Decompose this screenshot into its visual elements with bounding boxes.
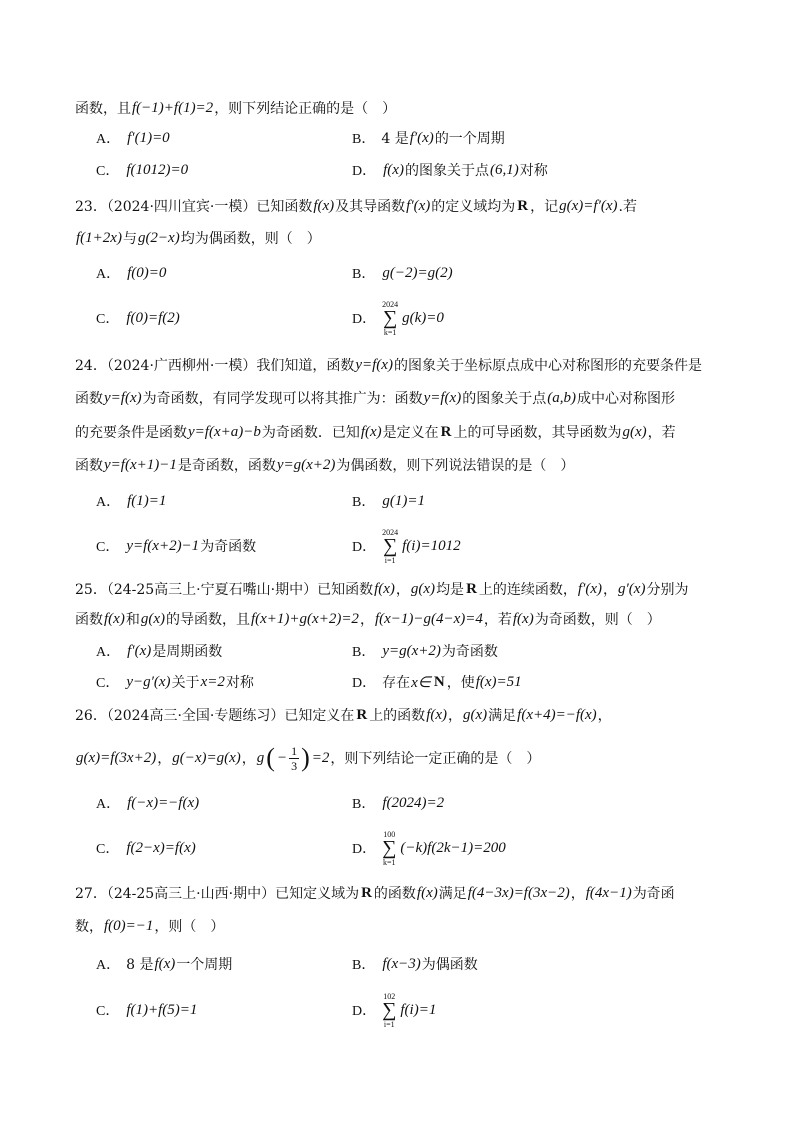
math-expression: y=f(x): [423, 389, 462, 406]
text-run: 为奇函数．已知: [261, 425, 360, 441]
text-run: ，: [241, 751, 256, 767]
option-d: [352, 527, 462, 565]
text-run: ，则下列结论正确的是（ ）: [214, 101, 397, 117]
text-run: 一个周期: [176, 957, 233, 973]
option-label: D．: [352, 164, 377, 179]
summation-lower-limit: i=1: [384, 555, 396, 565]
math-expression: f(x): [154, 955, 176, 972]
option-c: [96, 994, 198, 1026]
text-run: ，: [359, 612, 374, 628]
text-run: ，: [157, 751, 172, 767]
option-c: [96, 530, 256, 562]
math-expression: f(x)=51: [475, 673, 522, 690]
option-a: [96, 485, 167, 517]
text-run: 对称: [519, 163, 548, 179]
math-expression: −: [276, 749, 288, 766]
math-expression: f(x): [416, 884, 438, 901]
math-expression: f(1+2x): [76, 229, 122, 246]
text-run: 函数，且: [75, 101, 131, 117]
option-label: D．: [352, 312, 377, 327]
text-run: 的定义域均为: [431, 199, 516, 215]
question-stem-line: [75, 92, 396, 124]
math-expression: f(0)=f(2): [126, 309, 180, 326]
question-stem-line: [75, 382, 675, 414]
summation-lower-limit: k=1: [383, 857, 396, 867]
text-run: 满足: [438, 886, 467, 902]
number-set-symbol: R: [440, 423, 452, 440]
option-label: B．: [352, 645, 376, 660]
math-expression: x∈: [411, 674, 431, 691]
text-run: 与: [122, 231, 137, 247]
math-expression: f(x+4)=−f(x): [517, 706, 597, 723]
option-c: [96, 666, 254, 698]
text-run: 分别为: [646, 582, 689, 598]
option-label: D．: [352, 1004, 377, 1019]
text-run: ，若: [483, 612, 512, 628]
text-run: 为奇函数: [200, 539, 257, 555]
math-expression: f(x−1)−g(4−x)=4: [374, 610, 483, 627]
math-expression: g(2−x): [137, 229, 180, 246]
text-run: ，若: [647, 425, 676, 441]
summation: [382, 528, 398, 565]
question-stem-line: [75, 190, 637, 222]
option-label: B．: [352, 797, 376, 812]
math-expression: y=f(x+a)−b: [188, 423, 261, 440]
math-expression: f(0)=0: [127, 264, 167, 281]
fraction-numerator: 1: [291, 743, 298, 758]
option-label: A．: [96, 495, 121, 510]
math-expression: f(i)=1: [400, 1001, 437, 1018]
text-run: 均是: [436, 582, 465, 598]
math-expression: f(x): [313, 197, 335, 214]
option-b: [352, 122, 505, 154]
summation: [382, 830, 396, 867]
text-run: .若: [618, 199, 637, 215]
question-stem-line: [75, 877, 675, 909]
option-label: C．: [96, 164, 120, 179]
text-run: 为偶函数，则下列说法错误的是（ ）: [336, 458, 575, 474]
math-expression: f(x−3): [382, 955, 421, 972]
option-a: [96, 257, 167, 289]
math-expression: f(1)+f(5)=1: [126, 1001, 198, 1018]
math-expression: (−k)f(2k−1)=200: [400, 839, 506, 856]
text-run: ，则（ ）: [154, 919, 225, 935]
option-label: D．: [352, 842, 377, 857]
math-expression: f(1)=1: [127, 492, 167, 509]
math-expression: g(x): [140, 610, 165, 627]
summation-lower-limit: i=1: [383, 1019, 395, 1029]
math-expression: f′(x): [409, 129, 434, 146]
math-expression: g(x): [410, 580, 436, 597]
math-expression: y=f(x+1)−1: [104, 456, 177, 473]
option-b: [352, 787, 445, 819]
math-expression: y=f(x): [355, 356, 393, 373]
math-expression: g(x): [622, 423, 647, 440]
text-run: ，则下列结论一定正确的是（ ）: [330, 751, 541, 767]
text-run: 为偶函数: [421, 957, 478, 973]
math-expression: f(4x−1): [585, 884, 632, 901]
number-set-symbol: N: [433, 673, 445, 690]
option-d: [352, 299, 445, 337]
math-expression: f(i)=1012: [402, 537, 461, 554]
text-run: 25．（24-25高三上·宁夏石嘴山·期中）已知函数: [75, 582, 374, 598]
number-set-symbol: R: [356, 706, 368, 723]
math-expression: f(1012)=0: [126, 161, 189, 178]
option-d: [352, 829, 507, 867]
text-run: 上的函数: [369, 708, 426, 724]
option-b: [352, 948, 478, 980]
text-run: ，: [395, 582, 410, 598]
math-expression: y=f(x): [104, 389, 142, 406]
math-expression: y=g(x+2): [276, 456, 336, 473]
text-run: 函数: [75, 612, 103, 628]
option-b: [352, 257, 454, 289]
option-label: B．: [352, 267, 376, 282]
summation-upper-limit: 100: [383, 829, 396, 839]
math-expression: f(x): [383, 161, 404, 178]
math-expression: f(−x)=−f(x): [127, 794, 200, 811]
math-expression: y=f(x+2)−1: [126, 537, 200, 554]
math-expression: (6,1): [489, 161, 519, 178]
math-expression: (a,b): [547, 389, 576, 406]
option-label: A．: [96, 645, 121, 660]
text-run: 函数: [75, 391, 103, 407]
option-label: B．: [352, 495, 376, 510]
question-stem-line: [75, 449, 574, 481]
text-run: 的图象关于坐标原点成中心对称图形的充要条件是: [393, 358, 702, 374]
question-stem-line: [75, 603, 661, 635]
option-d: [352, 154, 548, 186]
summation-sign: ∑: [382, 306, 398, 329]
text-run: 的充要条件是函数: [75, 425, 187, 441]
math-expression: f(x+1)+g(x+2)=2: [250, 610, 359, 627]
text-run: 上的连续函数，: [478, 582, 577, 598]
summation-upper-limit: 2024: [382, 299, 399, 309]
math-expression: g(−x)=g(x): [172, 749, 241, 766]
text-run: 的函数: [373, 886, 416, 902]
math-expression: f′(x): [577, 580, 603, 597]
option-c: [96, 832, 197, 864]
summation: [382, 300, 398, 337]
text-run: ，: [597, 708, 612, 724]
option-label: B．: [352, 958, 376, 973]
option-b: [352, 635, 498, 667]
option-label: A．: [96, 132, 121, 147]
math-expression: f(x): [426, 706, 448, 723]
text-run: 是定义在: [382, 425, 439, 441]
number-set-symbol: R: [517, 197, 529, 214]
math-expression: g(x)=f(3x+2): [76, 749, 157, 766]
summation: [382, 992, 396, 1029]
text-run: 均为偶函数，则（ ）: [180, 231, 321, 247]
question-stem-line: [75, 416, 676, 448]
math-expression: f′(x): [127, 642, 152, 659]
summation-upper-limit: 102: [383, 991, 396, 1001]
text-run: 为奇函数: [441, 644, 498, 660]
fraction-denominator: 3: [291, 758, 298, 773]
text-run: 数，: [75, 919, 103, 935]
large-parenthesis: (: [266, 743, 275, 772]
question-stem-line: [75, 910, 224, 942]
math-expression: g(1)=1: [382, 492, 425, 509]
math-expression: f′(x): [406, 197, 431, 214]
summation-sign: ∑: [382, 534, 398, 557]
text-run: 27．（24-25高三上·山西·期中）已知定义域为: [75, 886, 360, 902]
math-expression: f(2024)=2: [382, 794, 445, 811]
text-run: 的图象关于点: [404, 163, 489, 179]
option-a: [96, 948, 232, 980]
text-run: ，使: [446, 675, 475, 691]
text-run: 23．（2024·四川宜宾·一模）已知函数: [75, 199, 313, 215]
math-expression: f(x): [512, 610, 534, 627]
question-stem-line: [75, 349, 702, 381]
summation-sign: ∑: [382, 836, 397, 859]
option-label: C．: [96, 676, 120, 691]
option-c: [96, 302, 181, 334]
option-a: [96, 635, 222, 667]
text-run: 对称: [225, 675, 254, 691]
math-expression: y=g(x+2): [382, 642, 441, 659]
option-label: D．: [352, 540, 377, 555]
text-run: 及其导函数: [335, 199, 406, 215]
text-run: 26．（2024高三·全国·专题练习）已知定义在: [75, 708, 355, 724]
option-label: B．: [352, 132, 376, 147]
text-run: 上的可导函数，其导函数为: [453, 425, 622, 441]
question-stem-line: [75, 573, 688, 605]
option-label: C．: [96, 1004, 120, 1019]
math-expression: g(x)=f′(x): [559, 197, 618, 214]
summation-upper-limit: 2024: [382, 527, 399, 537]
math-expression: f(x): [374, 580, 395, 597]
option-label: A．: [96, 267, 121, 282]
math-expression: f(x): [104, 610, 125, 627]
option-label: A．: [96, 958, 121, 973]
math-expression: f′(1)=0: [127, 129, 170, 146]
text-run: 存在: [382, 675, 411, 691]
option-d: [352, 991, 437, 1029]
math-expression: f(2−x)=f(x): [126, 839, 196, 856]
text-run: 为奇函数，有同学发现可以将其推广为：函数: [142, 391, 423, 407]
summation-sign: ∑: [382, 998, 397, 1021]
large-parenthesis: ): [301, 743, 310, 772]
text-run: 8 是: [126, 957, 154, 973]
math-expression: g(x): [463, 706, 488, 723]
math-expression: g: [256, 749, 265, 766]
text-run: ，: [448, 708, 463, 724]
text-run: 满足: [488, 708, 517, 724]
math-expression: f(−1)+f(1)=2: [132, 99, 214, 116]
option-c: [96, 154, 189, 186]
question-stem-line: [75, 699, 612, 731]
option-d: [352, 666, 523, 698]
text-run: 和: [125, 612, 140, 628]
option-label: C．: [96, 312, 120, 327]
text-run: 是奇函数，函数: [177, 458, 276, 474]
math-expression: f(x): [360, 423, 382, 440]
option-label: C．: [96, 842, 120, 857]
math-expression: f(0)=−1: [104, 917, 154, 934]
text-run: 是周期函数: [152, 644, 223, 660]
question-stem-line: [75, 222, 321, 254]
math-expression: g(k)=0: [402, 309, 444, 326]
text-run: 4 是: [381, 131, 409, 147]
text-run: 的导函数，且: [165, 612, 250, 628]
option-a: [96, 122, 171, 154]
math-expression: f(4−3x)=f(3x−2): [467, 884, 570, 901]
math-expression: x=2: [200, 673, 225, 690]
math-expression: g′(x): [618, 580, 646, 597]
fraction: [288, 744, 300, 773]
text-run: 关于: [171, 675, 200, 691]
number-set-symbol: R: [361, 884, 372, 901]
text-run: ，: [603, 582, 618, 598]
option-label: C．: [96, 540, 120, 555]
text-run: ，: [570, 886, 585, 902]
text-run: 24．（2024·广西柳州·一模）我们知道，函数: [75, 358, 355, 374]
math-expression: =2: [311, 749, 330, 766]
math-expression: y−g′(x): [126, 673, 171, 690]
text-run: ，记: [530, 199, 559, 215]
text-run: 函数: [75, 458, 103, 474]
option-label: A．: [96, 797, 121, 812]
summation-lower-limit: k=1: [383, 327, 397, 337]
math-expression: g(−2)=g(2): [382, 264, 453, 281]
number-set-symbol: R: [466, 580, 477, 597]
option-a: [96, 787, 200, 819]
option-label: D．: [352, 676, 377, 691]
text-run: 的一个周期: [434, 131, 505, 147]
text-run: 为奇函数，则（ ）: [534, 612, 661, 628]
text-run: 的图象关于点: [462, 391, 547, 407]
text-run: 为奇函: [632, 886, 675, 902]
question-stem-line: [75, 742, 540, 774]
text-run: 成中心对称图形: [576, 391, 675, 407]
option-b: [352, 485, 426, 517]
